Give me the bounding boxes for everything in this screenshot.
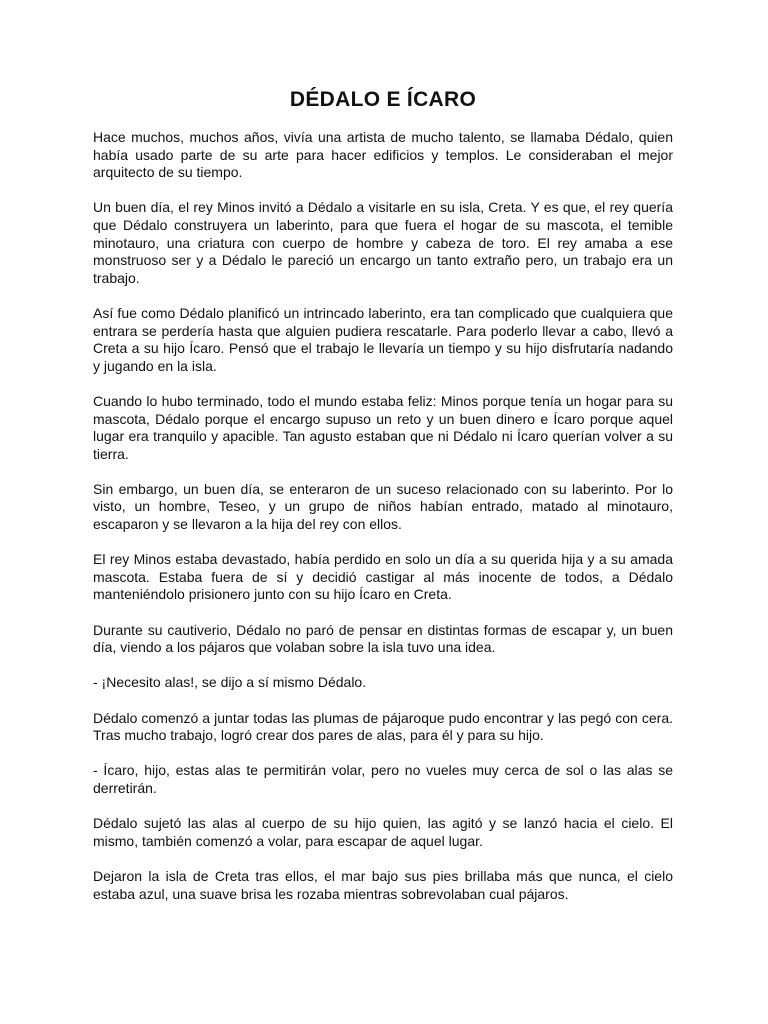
paragraph-10: - Ícaro, hijo, estas alas te permitirán volar, pero no vueles muy cerca de sol o las alas se derretirán. <box>93 762 673 796</box>
paragraph-3: Así fue como Dédalo planificó un intrincado laberinto, era tan complicado que cualquiera que entrara se perdería hasta que alguien pudiera rescatarle. Para poderlo llevar a cabo, llevó a Creta a su hijo Ícaro. Pensó que el trabajo le llevaría un tiempo y su hijo disfrutaría nadando y jugando en la isla. <box>93 304 673 374</box>
paragraph-6: El rey Minos estaba devastado, había perdido en solo un día a su querida hija y a su amada mascota. Estaba fuera de sí y decidió castigar al más inocente de todos, a Dédalo manteniéndolo prisionero junto con su hijo Ícaro en Creta. <box>93 551 673 603</box>
paragraph-5: Sin embargo, un buen día, se enteraron de un suceso relacionado con su laberinto. Por lo visto, un hombre, Teseo, y un grupo de niños habían entrado, matado al minotauro, escaparon y se llevaron a la hija del rey con ellos. <box>93 480 673 533</box>
paragraph-9: Dédalo comenzó a juntar todas las plumas de pájaroque pudo encontrar y las pegó con cera. Tras mucho trabajo, logró crear dos pares de alas, para él y para su hijo. <box>93 709 673 744</box>
paragraph-12: Dejaron la isla de Creta tras ellos, el mar bajo sus pies brillaba más que nunca, el cielo estaba azul, una suave brisa les rozaba mientras sobrevolaban cual pájaros. <box>93 867 673 902</box>
document-title: DÉDALO E ÍCARO <box>289 88 477 111</box>
paragraph-1: Hace muchos, muchos años, vivía una artista de mucho talento, se llamaba Dédalo, quien había usado parte de su arte para hacer edificios y templos. Le consideraban el mejor arquitecto de su tiempo. <box>93 129 673 181</box>
paragraph-8: - ¡Necesito alas!, se dijo a sí mismo Dédalo. <box>93 674 367 691</box>
paragraph-2: Un buen día, el rey Minos invitó a Dédalo a visitarle en su isla, Creta. Y es que, el rey quería que Dédalo construyera un laberinto, para que fuera el hogar de su mascota, el temible minotauro, una criatura con cuerpo de hombre y cabeza de toro. El rey amaba a ese monstruoso ser y a Dédalo le pareció un encargo un tanto extraño pero, un trabajo era un trabajo. <box>93 199 673 286</box>
paragraph-7: Durante su cautiverio, Dédalo no paró de pensar en distintas formas de escapar y, un buen día, viendo a los pájaros que volaban sobre la isla tuvo una idea. <box>93 621 673 656</box>
paragraph-11: Dédalo sujetó las alas al cuerpo de su hijo quien, las agitó y se lanzó hacia el cielo. El mismo, también comenzó a volar, para escapar de aquel lugar. <box>93 815 673 849</box>
paragraph-4: Cuando lo hubo terminado, todo el mundo estaba feliz: Minos porque tenía un hogar para su mascota, Dédalo porque el encargo supuso un reto y un buen dinero e Ícaro porque aquel lugar era tranquilo y apacible. Tan agusto estaban que ni Dédalo ni Ícaro querían volver a su tierra. <box>93 392 673 462</box>
